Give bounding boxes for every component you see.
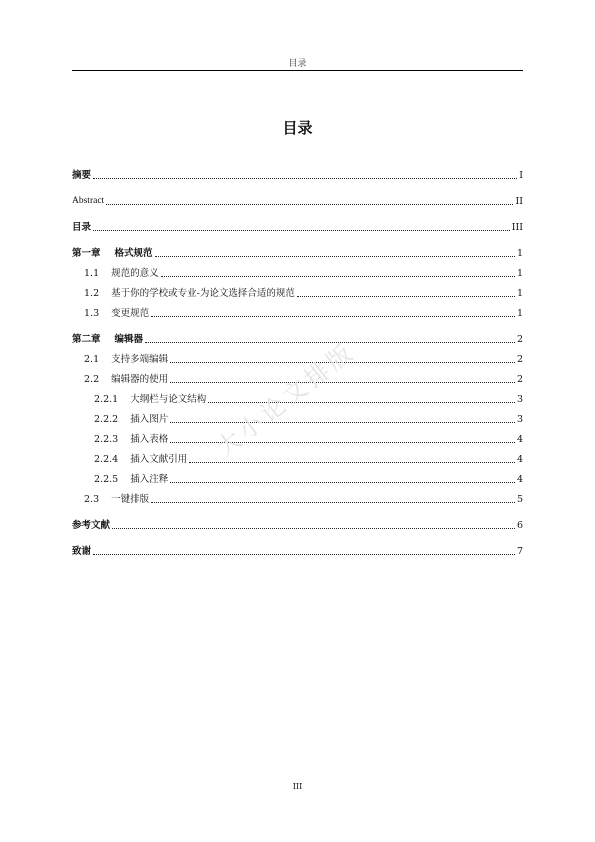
toc-entry-label <box>72 288 295 299</box>
toc-entry-title: Abstract <box>72 196 105 206</box>
toc-entry[interactable] <box>72 207 523 233</box>
toc-leader-dots <box>151 502 515 503</box>
header-rule <box>72 70 523 71</box>
toc-entry-title: 格式规范 <box>114 248 153 259</box>
toc-entry-label <box>72 354 168 365</box>
toc-entry-number: 2.2.3 <box>94 434 119 445</box>
page-title: 目录 <box>282 119 313 137</box>
toc-entry-label <box>72 170 91 181</box>
toc-leader-dots <box>93 178 517 179</box>
toc-entry-label <box>72 474 168 485</box>
toc-entry-label <box>72 520 110 531</box>
toc-entry[interactable] <box>72 299 523 319</box>
toc-entry-title: 插入图片 <box>130 414 169 425</box>
toc-entry-page: III <box>511 222 523 233</box>
toc-leader-dots <box>170 382 515 383</box>
toc-entry-page: 6 <box>516 520 523 531</box>
toc-leader-dots <box>93 554 515 555</box>
toc-entry-title: 参考文献 <box>72 520 111 531</box>
toc-entry[interactable] <box>72 181 523 207</box>
toc-entry-number: 第一章 <box>72 248 101 259</box>
toc-entry[interactable] <box>72 345 523 365</box>
toc-entry-page: 1 <box>516 268 523 279</box>
toc-entry-label <box>72 374 168 385</box>
toc-entry[interactable] <box>72 319 523 345</box>
toc-entry-page: 1 <box>516 288 523 299</box>
toc-entry[interactable] <box>72 259 523 279</box>
running-header: 目录 <box>288 59 307 69</box>
toc-entry-page: 2 <box>516 354 523 365</box>
toc-entry[interactable] <box>72 233 523 259</box>
toc-leader-dots <box>93 230 510 231</box>
toc-entry[interactable] <box>72 445 523 465</box>
toc-leader-dots <box>151 316 515 317</box>
toc-entry-page: 1 <box>516 308 523 319</box>
toc-entry-page: 4 <box>516 474 523 485</box>
toc-entry-label <box>72 546 91 557</box>
toc-entry-page: II <box>515 196 523 207</box>
toc-entry-title: 致谢 <box>72 546 92 557</box>
toc-entry-title: 规范的意义 <box>111 268 159 279</box>
toc-entry-number: 2.2.2 <box>94 414 119 425</box>
toc-entry[interactable] <box>72 531 523 557</box>
toc-entry-title: 编辑器的使用 <box>111 374 169 385</box>
toc-entry-title: 摘要 <box>72 170 92 181</box>
toc-entry-label <box>72 454 187 465</box>
toc-entry-page: 2 <box>516 374 523 385</box>
toc-entry-page: 4 <box>516 454 523 465</box>
toc-entry-number: 第二章 <box>72 334 101 345</box>
toc-entry-label <box>72 434 168 445</box>
toc-entry-label <box>72 248 153 259</box>
toc-entry-page: 3 <box>516 394 523 405</box>
toc-entry-number: 2.2 <box>84 374 100 385</box>
toc-entry-label <box>72 308 149 319</box>
toc-entry-label <box>72 334 143 345</box>
toc-entry-label <box>72 222 91 233</box>
toc-entry-label <box>72 195 104 207</box>
toc-entry-title: 编辑器 <box>114 334 144 345</box>
toc-entry-page: 1 <box>516 248 523 259</box>
toc-entry-number: 2.2.1 <box>94 394 119 405</box>
toc-entry-number: 2.2.4 <box>94 454 119 465</box>
toc-entry-label <box>72 494 149 505</box>
toc-entry-page: I <box>519 170 523 181</box>
toc-entry[interactable] <box>72 505 523 531</box>
watermark: 大小论文排版 <box>210 337 361 463</box>
toc-entry-label <box>72 268 159 279</box>
toc-leader-dots <box>189 462 515 463</box>
toc-entry-label <box>72 394 206 405</box>
toc-entry-page: 3 <box>516 414 523 425</box>
toc-entry-page: 4 <box>516 434 523 445</box>
toc-entry[interactable] <box>72 485 523 505</box>
toc-entry-title: 基于你的学校或专业-为论文选择合适的规范 <box>111 288 295 299</box>
toc-entry-label <box>72 414 168 425</box>
toc-entry-page: 7 <box>516 546 523 557</box>
toc-leader-dots <box>106 204 513 205</box>
table-of-contents <box>72 161 523 557</box>
toc-entry-title: 插入表格 <box>130 434 169 445</box>
toc-leader-dots <box>170 482 515 483</box>
toc-entry[interactable] <box>72 161 523 181</box>
toc-entry-page: 5 <box>516 494 523 505</box>
toc-entry-page: 2 <box>516 334 523 345</box>
toc-entry-number: 1.1 <box>84 268 100 279</box>
toc-leader-dots <box>161 276 515 277</box>
toc-leader-dots <box>297 296 515 297</box>
toc-entry-title: 目录 <box>72 222 92 233</box>
toc-entry[interactable] <box>72 279 523 299</box>
page-number: III <box>292 782 303 791</box>
toc-leader-dots <box>155 256 515 257</box>
toc-entry[interactable] <box>72 465 523 485</box>
toc-entry-title: 变更规范 <box>111 308 150 319</box>
toc-entry-number: 2.1 <box>84 354 100 365</box>
toc-entry-title: 支持多端编辑 <box>111 354 169 365</box>
toc-entry-title: 一键排版 <box>111 494 150 505</box>
toc-entry-number: 2.2.5 <box>94 474 119 485</box>
toc-entry-number: 1.2 <box>84 288 100 299</box>
toc-entry[interactable] <box>72 425 523 445</box>
toc-entry-number: 1.3 <box>84 308 100 319</box>
toc-entry-number: 2.3 <box>84 494 100 505</box>
toc-entry-title: 大纲栏与论文结构 <box>130 394 207 405</box>
toc-leader-dots <box>112 528 515 529</box>
toc-entry-title: 插入文献引用 <box>130 454 188 465</box>
toc-entry-title: 插入注释 <box>130 474 169 485</box>
